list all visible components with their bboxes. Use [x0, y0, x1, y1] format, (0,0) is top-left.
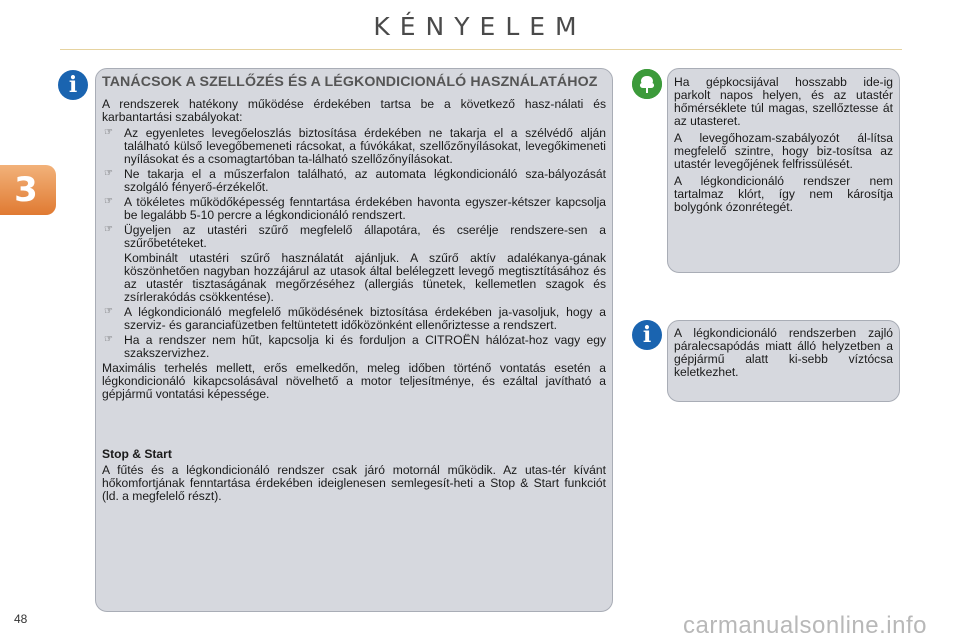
filter-note: Kombinált utastéri szűrő használatát ajánljuk. A szűrő aktív adalékanya-gának köszönhetően nagyban hozzájárul az utasok által belélegzett levegő megtisztításához és az utastér tisztaságának megőrzéséhez (allergiás tünetek, kellemetlen szagok és zsírlerakódás csökkentése). [124, 251, 606, 304]
pointing-hand-icon: ☞ [104, 196, 113, 207]
pointing-hand-icon: ☞ [104, 127, 113, 138]
list-item-text: Az egyenletes levegőeloszlás biztosítása érdekében ne takarja el a szélvédő alján található külső levegőbemeneti rácsokat, a fúvókákat, szellőzőnyílásokat, levegőkimeneti nyílásokat és a csomagtartóban ta-lálható szellőzőnyílásokat. [124, 126, 606, 166]
info-note-panel [667, 320, 900, 402]
list-item [102, 306, 606, 332]
eco-tip: A légkondicionáló rendszer nem tartalmaz klórt, így nem károsítja bolygónk ózonrétegét. [674, 174, 893, 214]
watermark: carmanualsonline.info [683, 612, 927, 639]
list-item [102, 127, 606, 166]
eco-tips-panel [667, 68, 900, 273]
leaf-icon [632, 69, 662, 99]
list-item [102, 168, 606, 194]
info-icon: i [632, 320, 662, 350]
eco-tip: Ha gépkocsijával hosszabb ide-ig parkolt napos helyen, és az utastér hőmérséklete túl magas, szellőztesse át az utasteret. [674, 75, 893, 128]
page-number: 48 [14, 612, 28, 626]
list-item-text: Ügyeljen az utastéri szűrő megfelelő állapotára, és cserélje rendszere-sen a szűrőbetéteket. [124, 223, 606, 250]
info-note-text: A légkondicionáló rendszerben zajló páralecsapódás miatt álló helyzetben a gépjármű alatt ki-sebb víztócsa keletkezhet. [674, 326, 893, 379]
pointing-hand-icon: ☞ [104, 168, 113, 179]
list-item-text: A tökéletes működőképesség fenntartása érdekében havonta egyszer-kétszer kapcsolja be legalább 5-10 percre a légkondicionáló rendszert. [124, 195, 606, 222]
list-item-text: A légkondicionáló megfelelő működésének biztosítása érdekében ja-vasoljuk, hogy a szerviz- és garanciafüzetben feltüntetett időközönként ellenőriztesse a rendszert. [124, 305, 606, 332]
pointing-hand-icon: ☞ [104, 224, 113, 235]
list-item-text: Ha a rendszer nem hűt, kapcsolja ki és forduljon a CITROËN hálózat-hoz vagy egy szakszervizhez. [124, 333, 606, 360]
leaf-icon-shape [632, 69, 662, 99]
list-item [102, 334, 606, 360]
chapter-tab: 3 [0, 165, 56, 215]
header-divider [60, 49, 902, 50]
list-item [102, 196, 606, 222]
advice-list [102, 127, 606, 250]
list-item-text: Ne takarja el a műszerfalon található, az automata légkondicionáló sza-bályozását szolgáló fényerő-érzékelőt. [124, 167, 606, 194]
stop-start-text: A fűtés és a légkondicionáló rendszer csak járó motornál működik. Az utas-tér kívánt hőkomfortjának fenntartása érdekében ideiglenesen semlegesít-heti a Stop & Start funkciót (ld. a megfelelő részt). [102, 463, 606, 503]
stop-start-title: Stop & Start [102, 447, 172, 461]
page-title: KÉNYELEM [373, 12, 587, 41]
info-icon: i [58, 70, 88, 100]
list-item [102, 224, 606, 250]
pointing-hand-icon: ☞ [104, 334, 113, 345]
advice-list-continued [102, 306, 606, 360]
section-title: TANÁCSOK A SZELLŐZÉS ÉS A LÉGKONDICIONÁLÓ HASZNÁLATÁHOZ [102, 74, 598, 90]
pointing-hand-icon: ☞ [104, 306, 113, 317]
main-advice-panel [95, 68, 613, 612]
closing-text: Maximális terhelés mellett, erős emelkedőn, meleg időben történő vontatás esetén a légkondicionáló kikapcsolásával növelhető a motor teljesítménye, és ezáltal javítható a gépjármű vontatási képessége. [102, 361, 606, 401]
eco-tip: A levegőhozam-szabályozót ál-lítsa megfelelő szintre, hogy biz-tosítsa az utastér levegőjének felfrissülését. [674, 131, 893, 171]
intro-text: A rendszerek hatékony működése érdekében tartsa be a következő hasz-nálati és karbantartási szabályokat: [102, 97, 606, 124]
